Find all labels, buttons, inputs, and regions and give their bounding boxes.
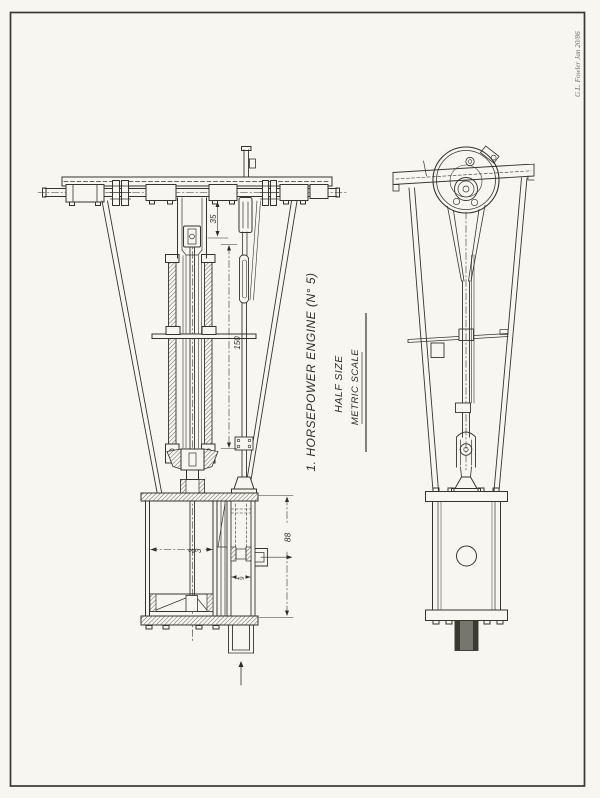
plate-size-label: HALF SIZE (333, 355, 345, 413)
oiler-bracket-icon (480, 146, 499, 163)
dimension-33 (151, 547, 213, 553)
dimension-35 (208, 202, 228, 239)
flywheel (433, 146, 499, 213)
guide-crossbar (408, 329, 508, 343)
handwritten-note: G.L. Fowler Jan 20/86 (574, 31, 582, 97)
svg-text:150: 150 (233, 336, 242, 350)
exhaust-pipe (229, 625, 254, 653)
port-hole (457, 546, 477, 566)
svg-text:33: 33 (187, 546, 203, 553)
svg-text:19: 19 (235, 575, 246, 580)
crankshaft-beam (38, 147, 346, 233)
cylinder-section (141, 493, 293, 629)
plate-scale-label: METRIC SCALE (350, 348, 361, 426)
plate-border (11, 13, 585, 787)
cylinder-front (426, 488, 508, 624)
svg-text:35: 35 (209, 214, 218, 224)
right-view (393, 146, 534, 651)
svg-text:88: 88 (282, 532, 293, 543)
title-block (304, 273, 366, 472)
flow-arrow (239, 661, 244, 685)
dimension-19 (232, 575, 251, 580)
left-view (38, 147, 346, 686)
plate-title: 1. HORSEPOWER ENGINE (N° 5) (304, 272, 318, 472)
dimension-150 (221, 245, 242, 449)
outlet-pipe (455, 621, 478, 651)
